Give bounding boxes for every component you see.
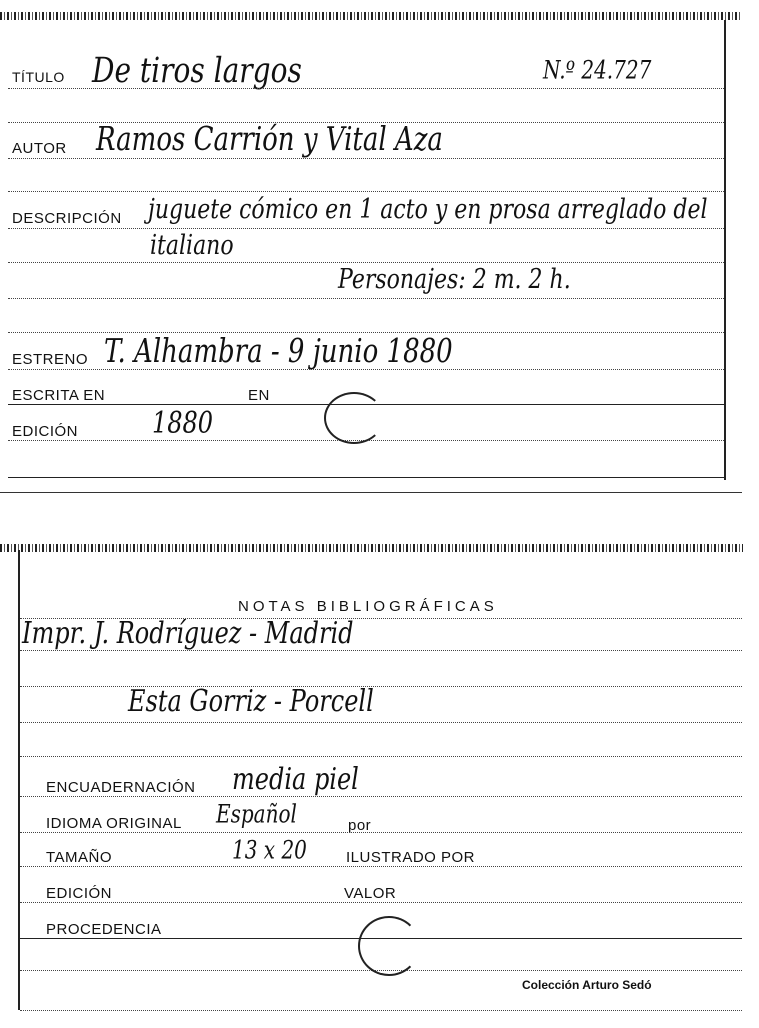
rule [8,158,724,159]
por-label: por [348,817,372,834]
titulo-value: De tiros largos [92,49,302,91]
ilustrado-por-label: ILUSTRADO POR [346,849,476,866]
tamano-label: TAMAÑO [46,849,113,866]
personajes-value: Personajes: 2 m. 2 h. [338,264,571,296]
rule [8,477,724,478]
rule [20,650,742,651]
idioma-original-label: IDIOMA ORIGINAL [46,815,182,832]
rule [8,262,724,263]
catalog-card-back [0,540,759,1028]
catalog-card-front [0,0,759,492]
numero-value: N.º 24.727 [543,54,652,85]
titulo-label: TÍTULO [12,69,65,85]
procedencia-label: PROCEDENCIA [46,921,162,938]
card-top-edge [0,12,741,20]
encuadernacion-value: media piel [232,761,359,797]
descripcion-line2: italiano [150,230,234,262]
valor-label: VALOR [344,885,397,902]
rule [20,832,742,833]
rule [20,1010,742,1011]
rule [20,722,742,723]
rule [20,902,742,903]
card-right-edge [724,20,726,480]
rule [8,369,724,370]
escrita-en-en-label: EN [248,387,270,404]
estreno-label: ESTRENO [12,351,89,368]
tamano-value: 13 x 20 [232,834,307,865]
encuadernacion-label: ENCUADERNACIÓN [46,779,196,796]
edicion-label: EDICIÓN [12,423,79,440]
rule [8,88,724,89]
back-edicion-label: EDICIÓN [46,885,113,902]
estreno-value: T. Alhambra - 9 junio 1880 [104,333,453,371]
rule [8,228,724,229]
escrita-en-label: ESCRITA EN [12,387,106,404]
autor-value: Ramos Carrión y Vital Aza [96,121,443,159]
descripcion-label: DESCRIPCIÓN [12,210,122,227]
card-left-edge [18,550,20,1010]
rule [20,756,742,757]
edicion-value: 1880 [152,405,214,441]
rule [8,191,724,192]
card-top-edge [0,544,743,552]
descripcion-line1: juguete cómico en 1 acto y en prosa arreglado del [148,194,708,226]
rule [20,866,742,867]
autor-label: AUTOR [12,140,67,157]
card-divider [0,492,742,493]
punch-hole-stamp [358,916,420,976]
notas-heading: NOTAS BIBLIOGRÁFICAS [238,598,498,615]
idioma-original-value: Español [216,798,297,829]
coleccion-footer: Colección Arturo Sedó [522,978,652,992]
rule [20,796,742,797]
note-line-2: Esta Gorriz - Porcell [128,683,374,719]
note-line-1: Impr. J. Rodríguez - Madrid [22,615,354,651]
punch-hole-stamp [324,392,384,444]
rule [8,298,724,299]
